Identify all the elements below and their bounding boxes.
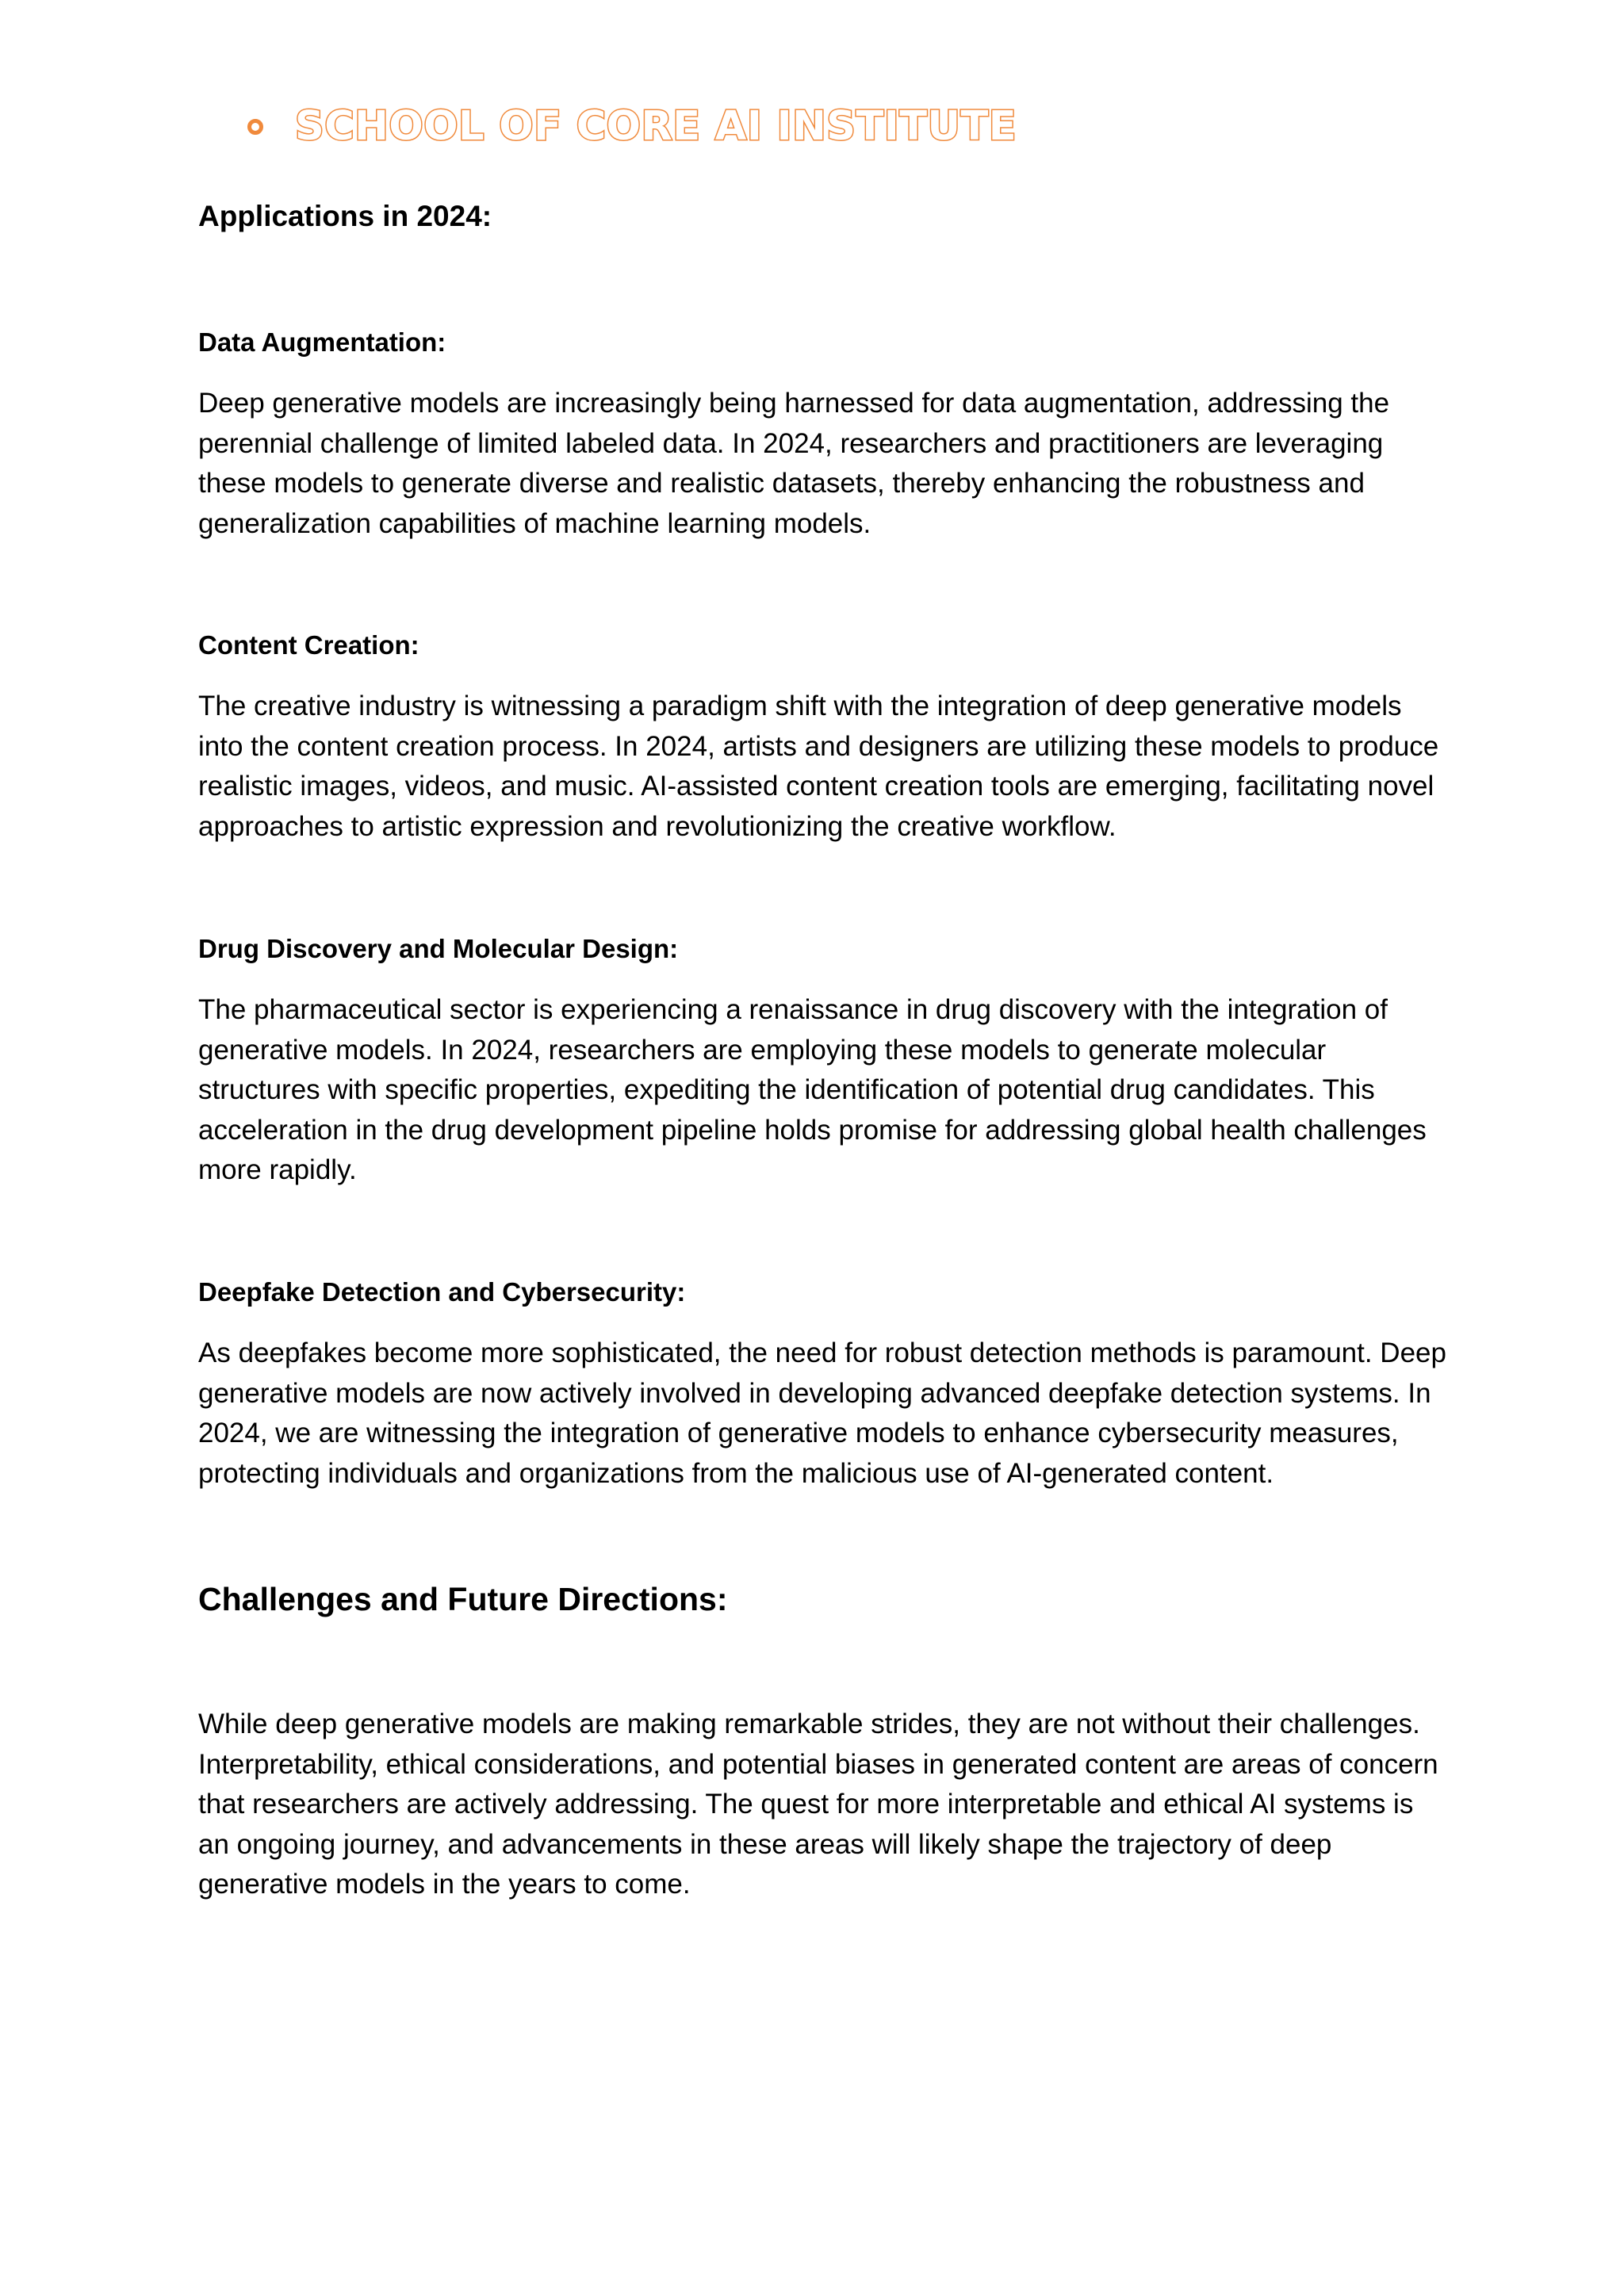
paragraph-deepfake-detection [198,1334,1451,1494]
circle-bullet-icon [247,119,263,135]
paragraph: The creative industry is witnessing a paradigm shift with the integration of deep generative models into the content creation process. In 2024, artists and designers are utilizing these models to produce realistic images, videos, and music. AI-assisted content creation tools are emerging, facilitating novel approaches to artistic expression and revolutionizing the creative workflow. [198,691,1439,842]
subsection-heading: Data Augmentation: [198,327,446,357]
paragraph: As deepfakes become more sophisticated, the need for robust detection methods is paramount. Deep generative models are now actively involved in developing advanced deepfake detection systems. In 2024, we are witnessing the integration of generative models to enhance cybersecurity measures, protecting individuals and organizations from the malicious use of AI-generated content. [198,1337,1446,1489]
section-heading-block [198,197,1451,236]
challenges-heading-block [198,1578,1451,1621]
paragraph: While deep generative models are making remarkable strides, they are not without their challenges. Interpretability, ethical considerations, and potential biases in generated content are areas of concern that researchers are actively addressing. The quest for more interpretable and ethical AI systems is an ongoing journey, and advancements in these areas will likely shape the trajectory of deep generative models in the years to come. [198,1709,1438,1900]
subsection-heading: Drug Discovery and Molecular Design: [198,934,679,963]
applications-heading: Applications in 2024: [198,200,492,232]
subsection-heading: Deepfake Detection and Cybersecurity: [198,1277,686,1307]
institute-header [247,103,1017,151]
subsection-drug-discovery [198,932,1451,966]
institute-title: SCHOOL OF CORE AI INSTITUTE [295,103,1017,150]
challenges-heading: Challenges and Future Directions: [198,1581,728,1617]
paragraph-drug-discovery [198,990,1451,1191]
paragraph: Deep generative models are increasingly being harnessed for data augmentation, addressing the perennial challenge of limited labeled data. In 2024, researchers and practitioners are leveraging these models to generate diverse and realistic datasets, thereby enhancing the robustness and generalization capabilities of machine learning models. [198,388,1390,539]
subsection-deepfake-detection [198,1275,1451,1310]
subsection-data-augmentation [198,325,1451,360]
subsection-heading: Content Creation: [198,630,419,660]
paragraph-challenges [198,1705,1451,1905]
paragraph: The pharmaceutical sector is experiencing a renaissance in drug discovery with the integration of generative models. In 2024, researchers are employing these models to generate molecular structures with specific properties, expediting the identification of potential drug candidates. This acceleration in the drug development pipeline holds promise for addressing global health challenges more rapidly. [198,994,1427,1185]
paragraph-content-creation [198,687,1451,847]
subsection-content-creation [198,628,1451,663]
paragraph-data-augmentation [198,384,1451,544]
